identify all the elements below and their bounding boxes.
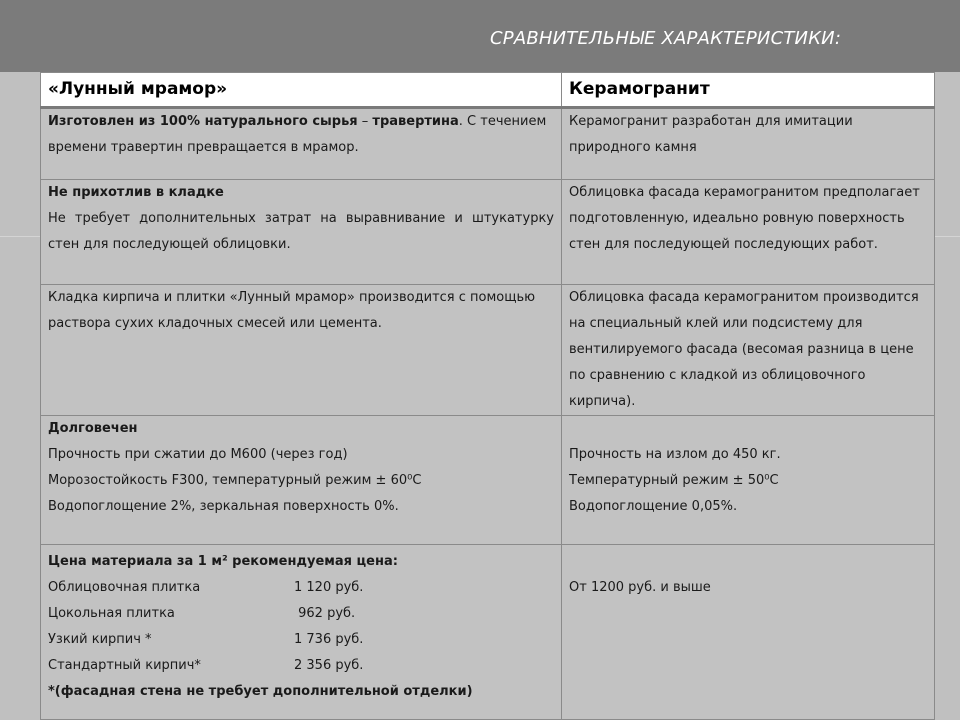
cell-mortar-stoneware xyxy=(562,285,935,416)
origin-dash: – xyxy=(357,114,373,129)
origin-stoneware-text: Керамогранит разработан для имитации природного камня xyxy=(569,114,853,155)
price-footnote: *(фасадная стена не требует дополнительной отделки) xyxy=(48,684,473,699)
price-item-name: Узкий кирпич * xyxy=(48,632,152,647)
durability-line: Водопоглощение 2%, зеркальная поверхность 0%. xyxy=(48,499,399,514)
cell-price-marble xyxy=(41,545,562,720)
table-row xyxy=(41,285,935,416)
slide-title: СРАВНИТЕЛЬНЫЕ ХАРАКТЕРИСТИКИ: xyxy=(490,28,842,49)
cell-price-stoneware xyxy=(562,545,935,720)
cell-laying-stoneware xyxy=(562,180,935,285)
price-item-value: 1 120 руб. xyxy=(294,580,364,595)
cell-mortar-marble xyxy=(41,285,562,416)
price-item-value: 2 356 руб. xyxy=(294,658,364,673)
price-item-name: Облицовочная плитка xyxy=(48,580,201,595)
price-item-value: 962 руб. xyxy=(294,606,356,621)
price-item-name: Цокольная плитка xyxy=(48,606,175,621)
durability-stoneware-line: Прочность на излом до 450 кг. xyxy=(569,447,781,462)
price-item xyxy=(48,601,554,627)
header-porcelain-stoneware: Керамогранит xyxy=(562,73,935,108)
price-item xyxy=(48,575,554,601)
price-item xyxy=(48,653,554,679)
table-row xyxy=(41,545,935,720)
cell-durability-marble xyxy=(41,416,562,545)
table-row xyxy=(41,180,935,285)
durability-stoneware-line: Водопоглощение 0,05%. xyxy=(569,499,738,514)
mortar-text: Кладка кирпича и плитки «Лунный мрамор» производится с помощью раствора сухих кладочных смесей или цемента. xyxy=(48,290,536,331)
durability-line: Морозостойкость F300, температурный режим ± 60⁰С xyxy=(48,473,422,488)
origin-rest: . С течением времени травертин превращается в мрамор. xyxy=(48,114,547,155)
durability-line: Прочность при сжатии до М600 (через год) xyxy=(48,447,348,462)
table-row xyxy=(41,416,935,545)
laying-text: Не требует дополнительных затрат на выравнивание и штукатурку стен для последующей облицовки. xyxy=(48,211,554,252)
header-lunar-marble: «Лунный мрамор» xyxy=(41,73,562,108)
comparison-table xyxy=(40,72,935,720)
price-item xyxy=(48,627,554,653)
durability-heading: Долговечен xyxy=(48,421,138,436)
price-stoneware-text: От 1200 руб. и выше xyxy=(569,580,711,595)
cell-origin-stoneware xyxy=(562,108,935,180)
origin-bold-2: травертина xyxy=(372,114,459,129)
table-row xyxy=(41,108,935,180)
cell-origin-marble xyxy=(41,108,562,180)
origin-bold: Изготовлен из 100% натурального сырья xyxy=(48,114,358,129)
table-header-row xyxy=(41,73,935,108)
price-heading: Цена материала за 1 м² рекомендуемая цена: xyxy=(48,554,398,569)
laying-heading: Не прихотлив в кладке xyxy=(48,185,224,200)
price-item-name: Стандартный кирпич* xyxy=(48,658,201,673)
cell-laying-marble xyxy=(41,180,562,285)
price-item-value: 1 736 руб. xyxy=(294,632,364,647)
durability-stoneware-line: Температурный режим ± 50⁰С xyxy=(569,473,779,488)
laying-stoneware-text: Облицовка фасада керамогранитом предполагает подготовленную, идеально ровную поверхность стен для последующей последующих работ. xyxy=(569,185,920,252)
mortar-stoneware-text: Облицовка фасада керамогранитом производится на специальный клей или подсистему для вентилируемого фасада (весомая разница в цене по сравнению с кладкой из облицовочного кирпича). xyxy=(569,290,919,409)
cell-durability-stoneware xyxy=(562,416,935,545)
